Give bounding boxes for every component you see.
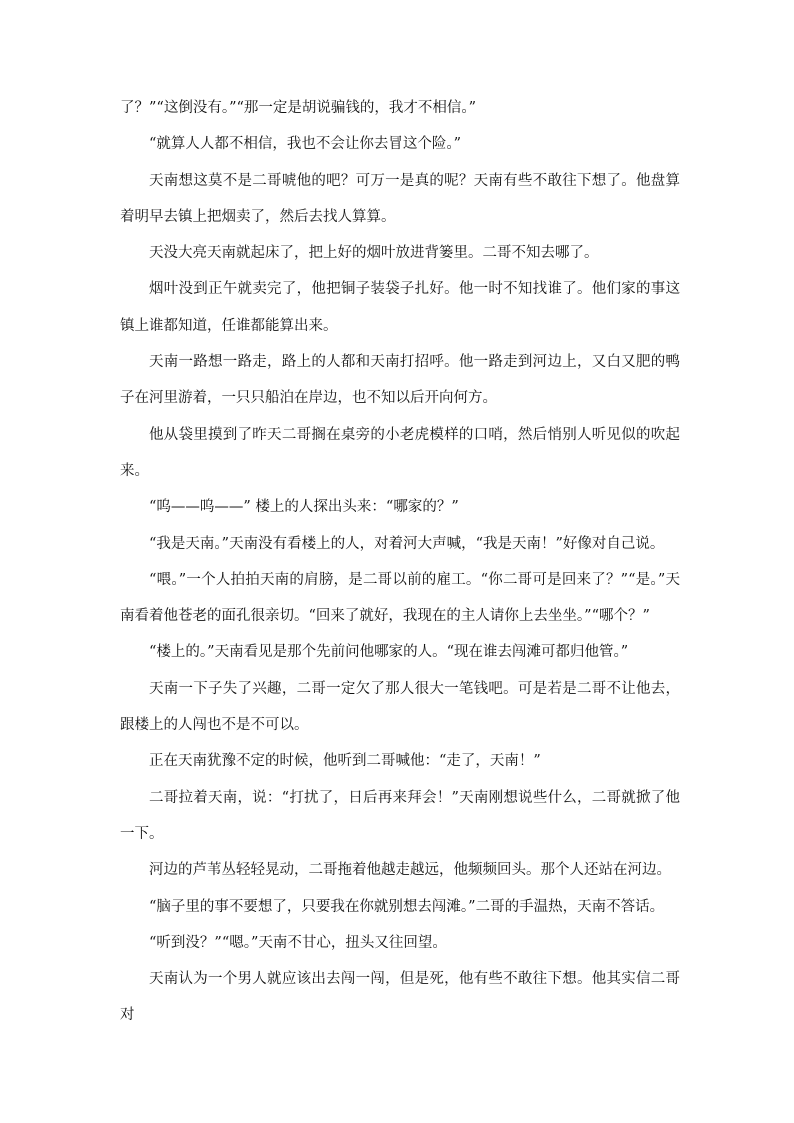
paragraph: 天南想这莫不是二哥唬他的吧？可万一是真的呢？天南有些不敢往下想了。他盘算着明早去镇上把烟卖了，然后去找人算算。	[120, 172, 680, 225]
paragraph: “就算人人都不相信，我也不会让你去冒这个险。”	[149, 136, 462, 153]
paragraph: 河边的芦苇丛轻轻晃动，二哥拖着他越走越远，他频频回头。那个人还站在河边。	[149, 862, 671, 879]
paragraph: “喂。”一个人拍拍天南的肩膀，是二哥以前的雇工。“你二哥可是回来了？”“是。”天南看着他苍老的面孔很亲切。“回来了就好，我现在的主人请你上去坐坐。”“哪个？”	[120, 571, 680, 625]
paragraph: 了？”“这倒没有。”“那一定是胡说骗钱的，我才不相信。”	[120, 100, 477, 116]
paragraph: “楼上的。”天南看见是那个先前问他哪家的人。“现在谁去闯滩可都归他管。”	[149, 644, 629, 661]
paragraph: 二哥拉着天南，说：“打扰了，日后再来拜会！”天南刚想说些什么，二哥就掀了他一下。	[120, 789, 680, 842]
paragraph: 烟叶没到正午就卖完了，他把铜子装袋子扎好。他一时不知找谁了。他们家的事这镇上谁都知道，任谁都能算出来。	[120, 281, 680, 334]
paragraph: “我是天南。”天南没有看楼上的人，对着河大声喊，“我是天南！”好像对自己说。	[149, 535, 665, 552]
paragraph: 天没大亮天南就起床了，把上好的烟叶放进背篓里。二哥不知去哪了。	[149, 245, 599, 262]
paragraph: 天南认为一个男人就应该出去闯一闯，但是死，他有些不敢往下想。他其实信二哥对	[120, 971, 680, 1024]
paragraph: “听到没？”“嗯。”天南不甘心，扭头又往回望。	[149, 934, 447, 951]
body-text	[120, 90, 680, 1034]
paragraph: 天南一下子失了兴趣，二哥一定欠了那人很大一笔钱吧。可是若是二哥不让他去，跟楼上的人闯也不是不可以。	[120, 680, 680, 734]
paragraph: 正在天南犹豫不定的时候，他听到二哥喊他：“走了，天南！”	[149, 753, 541, 770]
paragraph: 天南一路想一路走，路上的人都和天南打招呼。他一路走到河边上，又白又肥的鸭子在河里游着，一只只船泊在岸边，也不知以后开向何方。	[120, 354, 680, 407]
paragraph: “呜——呜——” 楼上的人探出头来：“哪家的？”	[149, 499, 459, 516]
paragraph: 他从袋里摸到了昨天二哥搁在桌旁的小老虎模样的口哨，然后悄别人听见似的吹起来。	[120, 426, 680, 479]
paragraph: “脑子里的事不要想了，只要我在你就别想去闯滩。”二哥的手温热，天南不答话。	[149, 898, 665, 915]
